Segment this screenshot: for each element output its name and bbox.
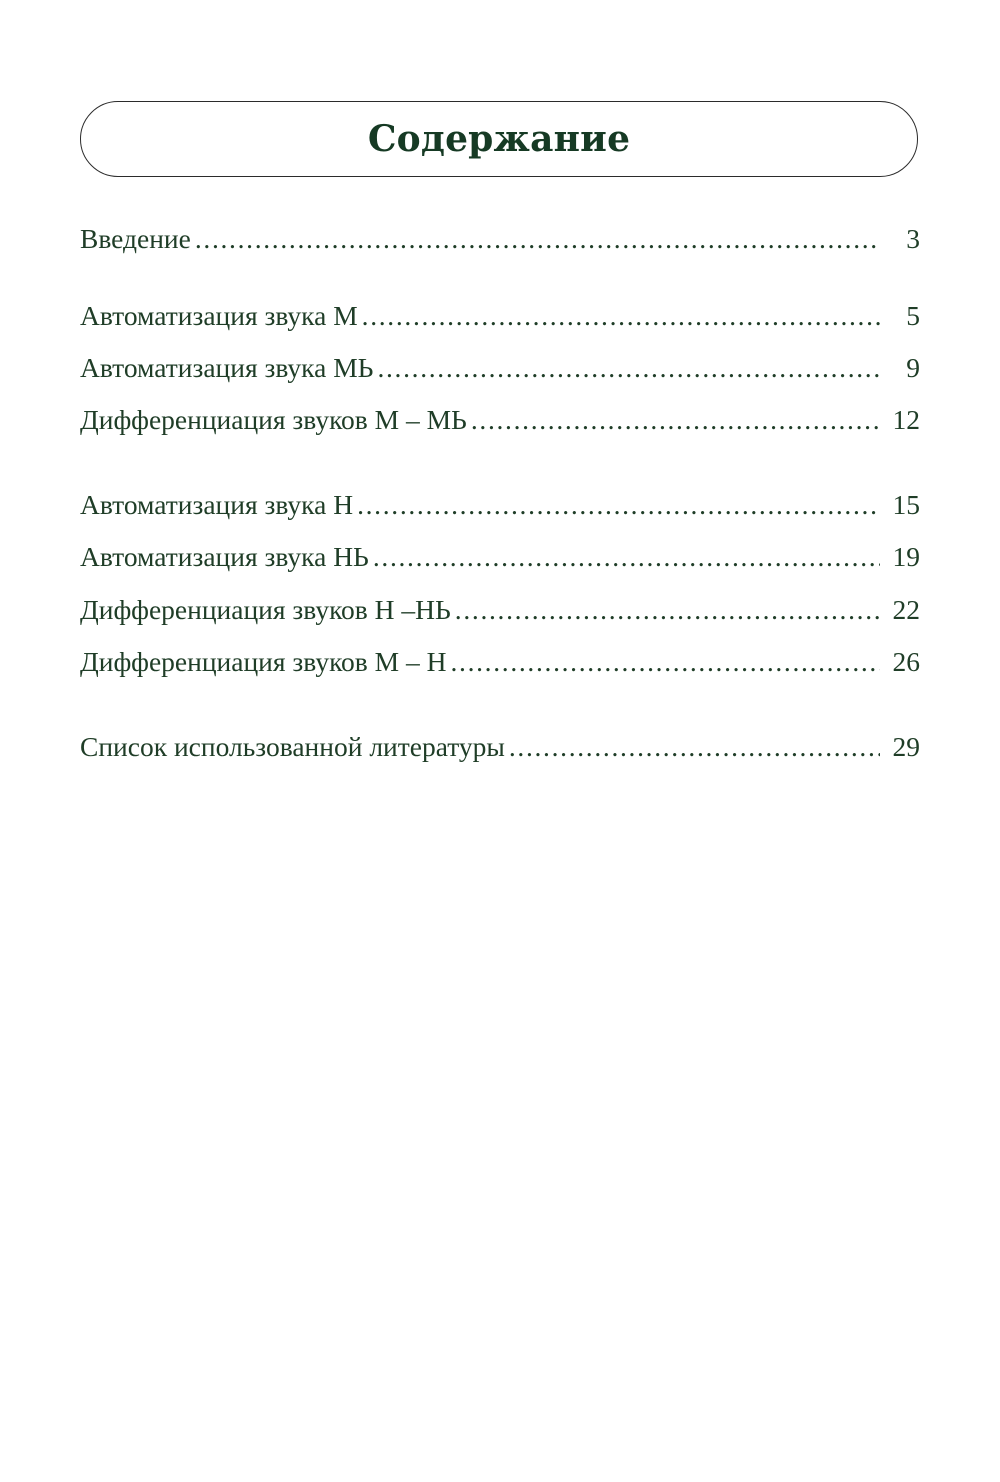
toc-entry-page: 29 — [892, 731, 920, 762]
dot-leader — [455, 594, 880, 626]
toc-entry-label: Дифференциация звуков Н –НЬ — [80, 594, 451, 625]
toc-entry — [80, 223, 920, 259]
dot-leader — [362, 300, 880, 332]
toc-entry — [80, 646, 920, 682]
toc-entry-label: Автоматизация звука НЬ — [80, 541, 369, 572]
dot-leader — [509, 731, 880, 763]
toc-entry-label: Дифференциация звуков М – МЬ — [80, 404, 467, 435]
toc-entry — [80, 352, 920, 388]
dot-leader — [373, 541, 880, 573]
toc-entry-label: Автоматизация звука Н — [80, 489, 354, 520]
toc-entry-page: 15 — [892, 489, 920, 520]
dot-leader — [450, 646, 880, 678]
toc-entry-page: 5 — [906, 300, 920, 331]
dot-leader — [357, 489, 880, 521]
toc-entry-page: 19 — [892, 541, 920, 572]
toc-entry — [80, 731, 920, 767]
toc-entry-page: 12 — [892, 404, 920, 435]
toc-entry-label: Дифференциация звуков М – Н — [80, 646, 447, 677]
toc-entry-label: Автоматизация звука МЬ — [80, 352, 374, 383]
toc-entry — [80, 594, 920, 630]
toc-entry-page: 3 — [906, 223, 920, 254]
toc-entry — [80, 300, 920, 336]
dot-leader — [195, 223, 880, 255]
toc-entry-page: 22 — [892, 594, 920, 625]
page-title: Содержание — [367, 118, 631, 160]
toc-entry-label: Список использованной литературы — [80, 731, 505, 762]
dot-leader — [377, 352, 880, 384]
toc-entry-page: 26 — [892, 646, 920, 677]
toc-entry — [80, 541, 920, 577]
toc-entry-label: Введение — [80, 223, 191, 254]
toc-entry-label: Автоматизация звука М — [80, 300, 358, 331]
title-frame — [80, 101, 918, 177]
toc-entry — [80, 404, 920, 440]
toc-entry — [80, 489, 920, 525]
toc-entry-page: 9 — [906, 352, 920, 383]
dot-leader — [471, 404, 880, 436]
